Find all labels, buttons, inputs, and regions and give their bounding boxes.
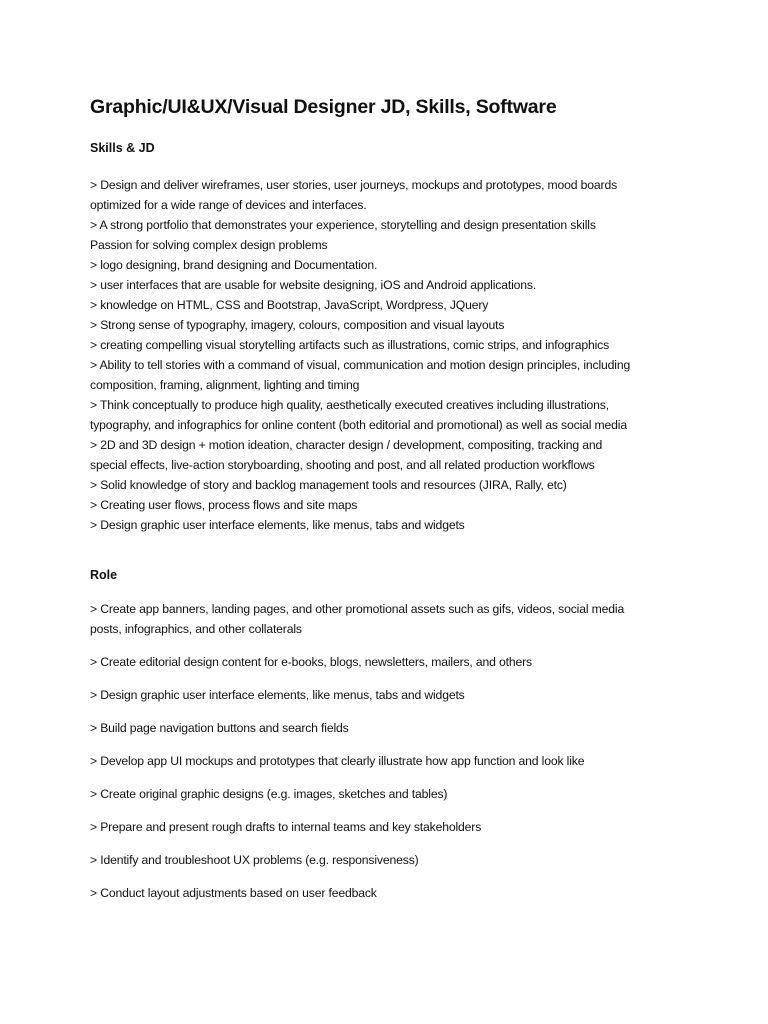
skills-line: > Think conceptually to produce high quality, aesthetically executed creatives including illustrations, bbox=[90, 398, 609, 412]
role-item bbox=[90, 850, 690, 870]
skills-line: > Strong sense of typography, imagery, colours, composition and visual layouts bbox=[90, 318, 505, 332]
skills-line: > Solid knowledge of story and backlog management tools and resources (JIRA, Rally, etc) bbox=[90, 478, 567, 492]
skills-line: > knowledge on HTML, CSS and Bootstrap, JavaScript, Wordpress, JQuery bbox=[90, 298, 489, 312]
role-item-text: posts, infographics, and other collaterals bbox=[90, 622, 302, 636]
role-item-text: > Design graphic user interface elements, like menus, tabs and widgets bbox=[90, 688, 465, 702]
skills-line: > Ability to tell stories with a command of visual, communication and motion design principles, including bbox=[90, 358, 631, 372]
role-list bbox=[90, 599, 690, 916]
role-item-text: > Build page navigation buttons and search fields bbox=[90, 721, 349, 735]
role-item-text: > Prepare and present rough drafts to internal teams and key stakeholders bbox=[90, 820, 482, 834]
skills-line: > Creating user flows, process flows and site maps bbox=[90, 498, 358, 512]
role-item bbox=[90, 883, 690, 903]
skills-line: optimized for a wide range of devices and interfaces. bbox=[90, 198, 367, 212]
role-item-text: > Develop app UI mockups and prototypes that clearly illustrate how app function and look like bbox=[90, 754, 585, 768]
skills-line: > creating compelling visual storytelling artifacts such as illustrations, comic strips, and infographics bbox=[90, 338, 610, 352]
skills-line: > Design and deliver wireframes, user stories, user journeys, mockups and prototypes, mood boards bbox=[90, 178, 618, 192]
role-item bbox=[90, 751, 690, 771]
skills-line: Passion for solving complex design problems bbox=[90, 238, 328, 252]
page-title: Graphic/UI&UX/Visual Designer JD, Skills, Software bbox=[90, 96, 557, 118]
role-heading: Role bbox=[90, 568, 118, 582]
skills-line: > logo designing, brand designing and Documentation. bbox=[90, 258, 378, 272]
role-item bbox=[90, 599, 690, 639]
role-item-text: > Create original graphic designs (e.g. images, sketches and tables) bbox=[90, 787, 448, 801]
role-item bbox=[90, 685, 690, 705]
role-item bbox=[90, 784, 690, 804]
role-item bbox=[90, 817, 690, 837]
role-item-text: > Create app banners, landing pages, and other promotional assets such as gifs, videos, social media bbox=[90, 602, 625, 616]
role-item-text: > Conduct layout adjustments based on user feedback bbox=[90, 886, 377, 900]
skills-line: > 2D and 3D design + motion ideation, character design / development, compositing, tracking and bbox=[90, 438, 603, 452]
skills-line: special effects, live-action storyboarding, shooting and post, and all related production workflows bbox=[90, 458, 595, 472]
role-item-text: > Create editorial design content for e-books, blogs, newsletters, mailers, and others bbox=[90, 655, 533, 669]
skills-paragraph bbox=[90, 175, 690, 535]
role-item bbox=[90, 718, 690, 738]
skills-line: > user interfaces that are usable for website designing, iOS and Android applications. bbox=[90, 278, 537, 292]
skills-line: typography, and infographics for online content (both editorial and promotional) as well as social media bbox=[90, 418, 627, 432]
skills-line: > Design graphic user interface elements, like menus, tabs and widgets bbox=[90, 518, 465, 532]
skills-line: > A strong portfolio that demonstrates your experience, storytelling and design presentation skills bbox=[90, 218, 596, 232]
skills-heading: Skills & JD bbox=[90, 141, 155, 155]
role-item-text: > Identify and troubleshoot UX problems (e.g. responsiveness) bbox=[90, 853, 419, 867]
role-item bbox=[90, 652, 690, 672]
skills-line: composition, framing, alignment, lighting and timing bbox=[90, 378, 360, 392]
